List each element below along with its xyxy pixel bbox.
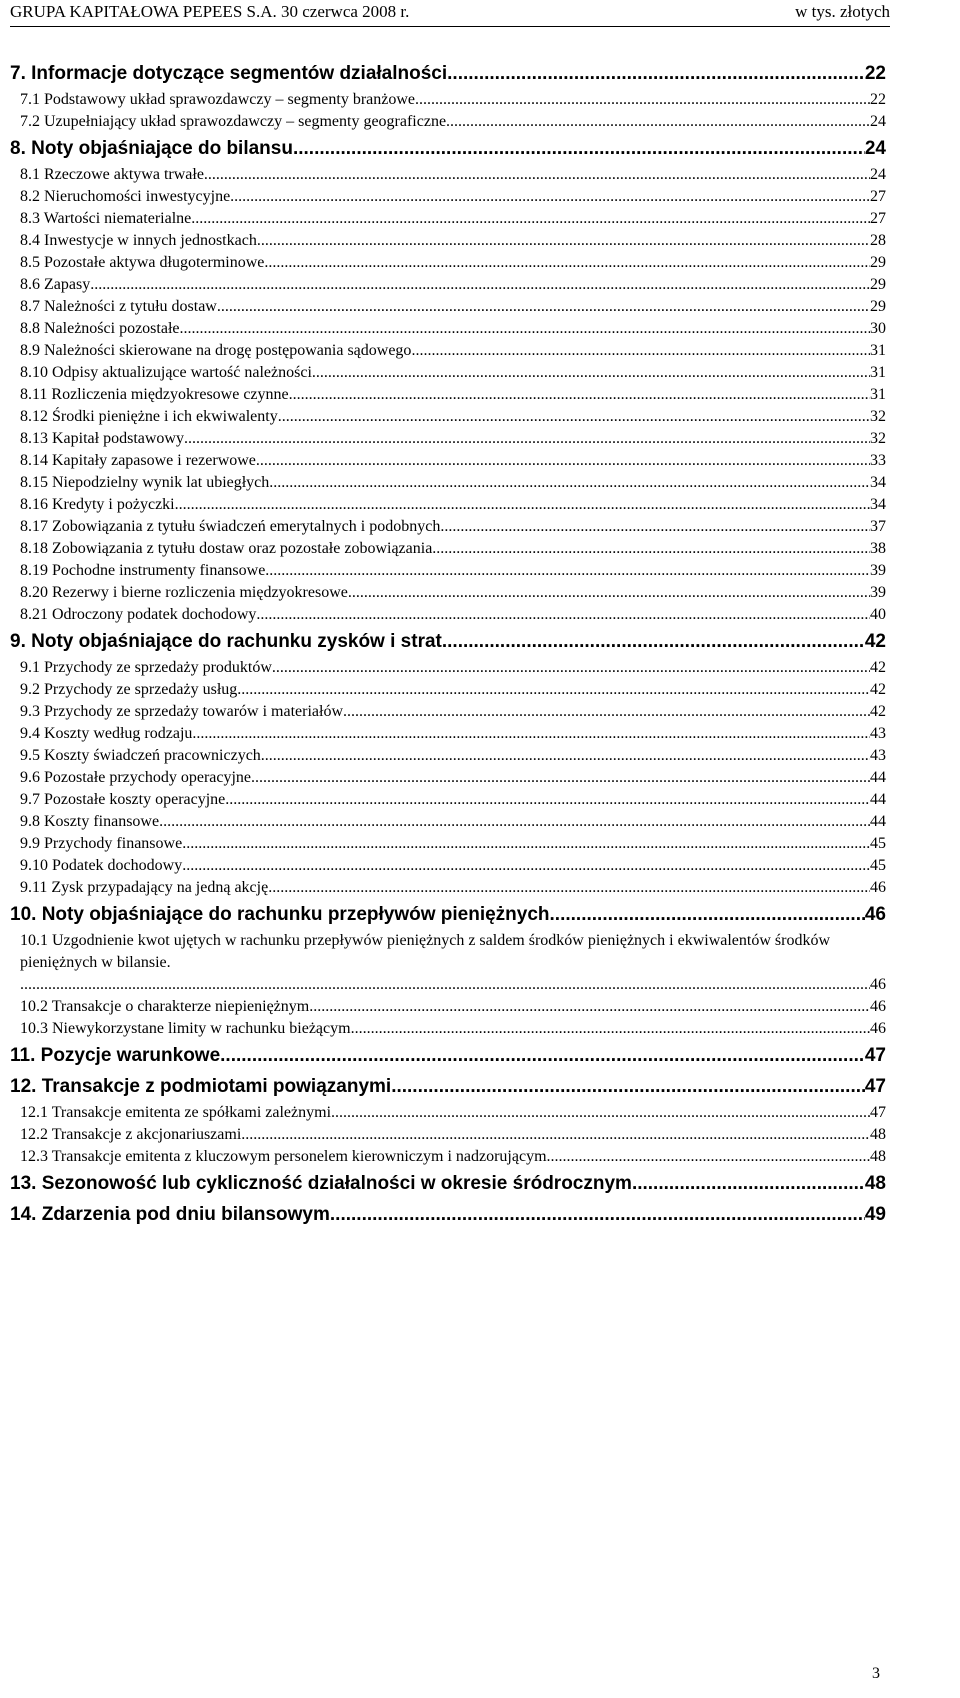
- toc-item[interactable]: [20, 1146, 886, 1168]
- dot-leader: [256, 450, 870, 472]
- toc-heading-page: 49: [864, 1204, 886, 1225]
- toc-item[interactable]: [20, 208, 886, 230]
- toc-item-label: 8.14 Kapitały zapasowe i rezerwowe: [20, 452, 256, 469]
- toc-item-page: 30: [870, 320, 886, 337]
- toc-section-8: [10, 133, 886, 626]
- dot-leader: [348, 582, 870, 604]
- toc-item[interactable]: [20, 318, 886, 340]
- toc-heading[interactable]: [10, 133, 886, 164]
- toc-item[interactable]: [20, 833, 886, 855]
- toc-item-label: 8.3 Wartości niematerialne: [20, 210, 192, 227]
- toc-item-label: 8.17 Zobowiązania z tytułu świadczeń emerytalnych i podobnych: [20, 518, 441, 535]
- toc-item-page: 44: [870, 813, 886, 830]
- toc-item-label: 8.12 Środki pieniężne i ich ekwiwalenty: [20, 408, 278, 425]
- toc-item-page: 29: [870, 254, 886, 271]
- toc-item-page: 32: [870, 430, 886, 447]
- dot-leader: [289, 384, 870, 406]
- dot-leader: [265, 560, 870, 582]
- toc-item[interactable]: [20, 582, 886, 604]
- dot-leader: [343, 701, 870, 723]
- dot-leader: [547, 1146, 870, 1168]
- dot-leader: [241, 1124, 870, 1146]
- toc-item-label: 9.1 Przychody ze sprzedaży produktów: [20, 659, 272, 676]
- toc-item[interactable]: [20, 494, 886, 516]
- dot-leader: [256, 604, 870, 626]
- toc-heading-label: 12. Transakcje z podmiotami powiązanymi: [10, 1076, 392, 1097]
- toc-item-page: 34: [870, 496, 886, 513]
- toc-section-13: [10, 1168, 886, 1199]
- dot-leader: [184, 428, 870, 450]
- toc-item[interactable]: [20, 252, 886, 274]
- toc-item-page: 48: [870, 1126, 886, 1143]
- toc-item[interactable]: [20, 811, 886, 833]
- dot-leader: [180, 318, 871, 340]
- dot-leader: [230, 186, 870, 208]
- toc-item-page: 42: [870, 703, 886, 720]
- toc-item-label: 8.15 Niepodzielny wynik lat ubiegłych: [20, 474, 270, 491]
- toc-item-page: 46: [870, 879, 886, 896]
- toc-item[interactable]: [20, 789, 886, 811]
- dot-leader: [191, 208, 870, 230]
- toc-item-label: 8.20 Rezerwy i bierne rozliczenia międzyokresowe: [20, 584, 348, 601]
- toc-item-page: 29: [870, 298, 886, 315]
- toc-item-page: 46: [870, 976, 886, 993]
- toc-item-label: 12.3 Transakcje emitenta z kluczowym personelem kierowniczym i nadzorującym: [20, 1148, 547, 1165]
- toc-item[interactable]: [20, 604, 886, 626]
- dot-leader: [264, 252, 870, 274]
- toc-sublist: [10, 1102, 886, 1168]
- toc-item-label: 8.10 Odpisy aktualizujące wartość należności: [20, 364, 312, 381]
- toc-item[interactable]: [20, 186, 886, 208]
- toc-item-label: 9.8 Koszty finansowe: [20, 813, 160, 830]
- toc-section-12: [10, 1071, 886, 1168]
- toc-item-label: 9.3 Przychody ze sprzedaży towarów i materiałów: [20, 703, 343, 720]
- toc-item-page: 46: [870, 1020, 886, 1037]
- toc-heading-page: 22: [864, 63, 886, 84]
- table-of-contents: [10, 58, 886, 1230]
- toc-item-label: 8.6 Zapasy: [20, 276, 91, 293]
- toc-item-page: 27: [870, 210, 886, 227]
- toc-heading-page: 47: [864, 1076, 886, 1097]
- toc-section-10: [10, 899, 886, 1040]
- toc-heading[interactable]: [10, 899, 886, 930]
- toc-item[interactable]: [20, 406, 886, 428]
- toc-item[interactable]: [20, 1124, 886, 1146]
- dot-leader: [269, 472, 870, 494]
- page-number: 3: [872, 1665, 880, 1682]
- dot-leader: [192, 723, 870, 745]
- dot-leader: [440, 516, 870, 538]
- toc-heading-page: 48: [864, 1173, 886, 1194]
- toc-item-page: 42: [870, 681, 886, 698]
- toc-heading[interactable]: [10, 626, 886, 657]
- toc-heading-page: 42: [864, 631, 886, 652]
- toc-heading-label: 13. Sezonowość lub cykliczność działalności w okresie śródrocznym: [10, 1173, 632, 1194]
- dot-leader: [632, 1168, 865, 1199]
- dot-leader: [550, 899, 865, 930]
- toc-item-page: 31: [870, 386, 886, 403]
- toc-item-label: 8.4 Inwestycje w innych jednostkach: [20, 232, 257, 249]
- dot-leader: [411, 340, 870, 362]
- toc-heading-label: 7. Informacje dotyczące segmentów działalności: [10, 63, 448, 84]
- dot-leader: [225, 789, 870, 811]
- toc-item[interactable]: [20, 767, 886, 789]
- page-header: [10, 0, 890, 27]
- dot-leader: [330, 1199, 865, 1230]
- toc-item[interactable]: [20, 877, 886, 899]
- toc-item-label: 8.21 Odroczony podatek dochodowy: [20, 606, 257, 623]
- dot-leader: [351, 1018, 870, 1040]
- toc-item-label: 9.10 Podatek dochodowy: [20, 857, 183, 874]
- toc-item-page: 33: [870, 452, 886, 469]
- toc-item-wrapped[interactable]: [10, 930, 886, 974]
- dot-leader: [268, 877, 870, 899]
- toc-item-label: 8.19 Pochodne instrumenty finansowe: [20, 562, 266, 579]
- dot-leader: [331, 1102, 870, 1124]
- toc-item-page: 31: [870, 364, 886, 381]
- toc-item-page: 44: [870, 791, 886, 808]
- toc-item-page: 24: [870, 113, 886, 130]
- toc-heading-label: 14. Zdarzenia pod dniu bilansowym: [10, 1204, 330, 1225]
- dot-leader: [204, 164, 870, 186]
- toc-heading-page: 24: [864, 138, 886, 159]
- toc-item[interactable]: [20, 296, 886, 318]
- dot-leader: [20, 974, 870, 996]
- toc-section-14: [10, 1199, 886, 1230]
- toc-item-label: 8.2 Nieruchomości inwestycyjne: [20, 188, 231, 205]
- toc-section-11: [10, 1040, 886, 1071]
- toc-item-page: 29: [870, 276, 886, 293]
- toc-item-label: 12.1 Transakcje emitenta ze spółkami zależnymi: [20, 1104, 332, 1121]
- dot-leader: [220, 1040, 865, 1071]
- dot-leader: [90, 274, 870, 296]
- toc-item-label: 9.7 Pozostałe koszty operacyjne: [20, 791, 226, 808]
- dot-leader: [182, 855, 870, 877]
- toc-heading[interactable]: [10, 1199, 886, 1230]
- toc-item-page: 22: [870, 91, 886, 108]
- toc-item[interactable]: [20, 701, 886, 723]
- toc-item[interactable]: [20, 362, 886, 384]
- toc-item[interactable]: [20, 723, 886, 745]
- dot-leader: [312, 362, 870, 384]
- toc-heading-label: 10. Noty objaśniające do rachunku przepływów pieniężnych: [10, 904, 550, 925]
- toc-item-label: 9.4 Koszty według rodzaju: [20, 725, 193, 742]
- toc-item[interactable]: [20, 111, 886, 133]
- dot-leader: [237, 679, 870, 701]
- toc-item[interactable]: [20, 1102, 886, 1124]
- dot-leader: [309, 996, 870, 1018]
- toc-item-page: 38: [870, 540, 886, 557]
- toc-item[interactable]: [20, 230, 886, 252]
- toc-item-page: 44: [870, 769, 886, 786]
- dot-leader: [415, 89, 870, 111]
- toc-item-page: 27: [870, 188, 886, 205]
- dot-leader: [217, 296, 870, 318]
- toc-item-page: 31: [870, 342, 886, 359]
- dot-leader: [251, 767, 870, 789]
- toc-section-7: [10, 58, 886, 133]
- toc-item-page: 45: [870, 857, 886, 874]
- toc-item-label: 9.11 Zysk przypadający na jedną akcję: [20, 879, 269, 896]
- toc-item-page: 28: [870, 232, 886, 249]
- toc-item-page: 34: [870, 474, 886, 491]
- toc-heading-page: 47: [864, 1045, 886, 1066]
- toc-heading-page: 46: [864, 904, 886, 925]
- toc-section-9: [10, 626, 886, 899]
- toc-item[interactable]: [20, 560, 886, 582]
- dot-leader: [278, 406, 870, 428]
- toc-heading[interactable]: [10, 1040, 886, 1071]
- dot-leader: [293, 133, 865, 164]
- dot-leader: [175, 494, 870, 516]
- toc-item-label: 8.13 Kapitał podstawowy: [20, 430, 184, 447]
- toc-item[interactable]: [20, 679, 886, 701]
- toc-item[interactable]: [20, 274, 886, 296]
- toc-item[interactable]: [20, 89, 886, 111]
- toc-item-label: 9.6 Pozostałe przychody operacyjne: [20, 769, 252, 786]
- dot-leader: [159, 811, 870, 833]
- dot-leader: [261, 745, 870, 767]
- toc-item-label: 8.5 Pozostałe aktywa długoterminowe: [20, 254, 265, 271]
- toc-item[interactable]: [20, 1018, 886, 1040]
- toc-item-label: 8.1 Rzeczowe aktywa trwałe: [20, 166, 204, 183]
- toc-heading-label: 9. Noty objaśniające do rachunku zysków i strat: [10, 631, 442, 652]
- toc-item[interactable]: [20, 164, 886, 186]
- dot-leader: [182, 833, 870, 855]
- header-company: GRUPA KAPITAŁOWA PEPEES S.A. 30 czerwca 2008 r.: [10, 2, 410, 21]
- toc-item[interactable]: [20, 516, 886, 538]
- toc-item-label: 8.16 Kredyty i pożyczki: [20, 496, 175, 513]
- toc-item-page: 46: [870, 998, 886, 1015]
- toc-heading[interactable]: [10, 58, 886, 89]
- toc-sublist: [10, 164, 886, 626]
- toc-item[interactable]: [20, 745, 886, 767]
- dot-leader: [432, 538, 870, 560]
- toc-item-page: 42: [870, 659, 886, 676]
- toc-item-page: 39: [870, 562, 886, 579]
- dot-leader: [447, 58, 865, 89]
- toc-item-label: 9.9 Przychody finansowe: [20, 835, 183, 852]
- dot-leader: [391, 1071, 865, 1102]
- toc-item-wrapped-end[interactable]: [20, 974, 886, 996]
- dot-leader: [442, 626, 865, 657]
- toc-item-page: 32: [870, 408, 886, 425]
- toc-item-page: 24: [870, 166, 886, 183]
- toc-heading-label: 8. Noty objaśniające do bilansu: [10, 138, 293, 159]
- toc-item-page: 43: [870, 747, 886, 764]
- toc-item-page: 43: [870, 725, 886, 742]
- toc-item-page: 45: [870, 835, 886, 852]
- toc-item-page: 40: [870, 606, 886, 623]
- toc-item[interactable]: [20, 538, 886, 560]
- toc-item-page: 47: [870, 1104, 886, 1121]
- toc-item-label: 10.2 Transakcje o charakterze niepieniężnym: [20, 998, 310, 1015]
- toc-item-label: 8.9 Należności skierowane na drogę postępowania sądowego: [20, 342, 412, 359]
- header-units: w tys. złotych: [795, 2, 890, 21]
- toc-item[interactable]: [20, 428, 886, 450]
- toc-heading[interactable]: [10, 1168, 886, 1199]
- toc-item[interactable]: [20, 384, 886, 406]
- toc-item-label: 9.5 Koszty świadczeń pracowniczych: [20, 747, 261, 764]
- toc-item[interactable]: [20, 855, 886, 877]
- toc-item-label: 9.2 Przychody ze sprzedaży usług: [20, 681, 238, 698]
- toc-item[interactable]: [20, 472, 886, 494]
- toc-item-label: 7.1 Podstawowy układ sprawozdawczy – segmenty branżowe: [20, 91, 416, 108]
- toc-item-label: 8.18 Zobowiązania z tytułu dostaw oraz pozostałe zobowiązania: [20, 540, 433, 557]
- toc-item[interactable]: [20, 657, 886, 679]
- toc-item[interactable]: [20, 340, 886, 362]
- toc-sublist: [10, 657, 886, 899]
- toc-sublist: [10, 89, 886, 133]
- toc-item[interactable]: [20, 450, 886, 472]
- toc-heading-label: 11. Pozycje warunkowe: [10, 1045, 221, 1066]
- toc-heading[interactable]: [10, 1071, 886, 1102]
- dot-leader: [272, 657, 870, 679]
- toc-item-page: 39: [870, 584, 886, 601]
- toc-item-page: 48: [870, 1148, 886, 1165]
- toc-item-label: 8.8 Należności pozostałe: [20, 320, 180, 337]
- toc-item-label: 10.3 Niewykorzystane limity w rachunku bieżącym: [20, 1020, 351, 1037]
- toc-item-label: 8.11 Rozliczenia międzyokresowe czynne: [20, 386, 289, 403]
- dot-leader: [257, 230, 870, 252]
- toc-item-wrapped-text: 10.1 Uzgodnienie kwot ujętych w rachunku przepływów pieniężnych z saldem środków pieniężnych i ekwiwalentów środków pieniężnych w bilansie.: [20, 932, 830, 971]
- toc-item-page: 37: [870, 518, 886, 535]
- toc-item[interactable]: [20, 996, 886, 1018]
- toc-sublist: [10, 974, 886, 1040]
- dot-leader: [446, 111, 870, 133]
- toc-item-label: 12.2 Transakcje z akcjonariuszami: [20, 1126, 242, 1143]
- toc-item-label: 8.7 Należności z tytułu dostaw: [20, 298, 217, 315]
- toc-item-label: 7.2 Uzupełniający układ sprawozdawczy – segmenty geograficzne: [20, 113, 447, 130]
